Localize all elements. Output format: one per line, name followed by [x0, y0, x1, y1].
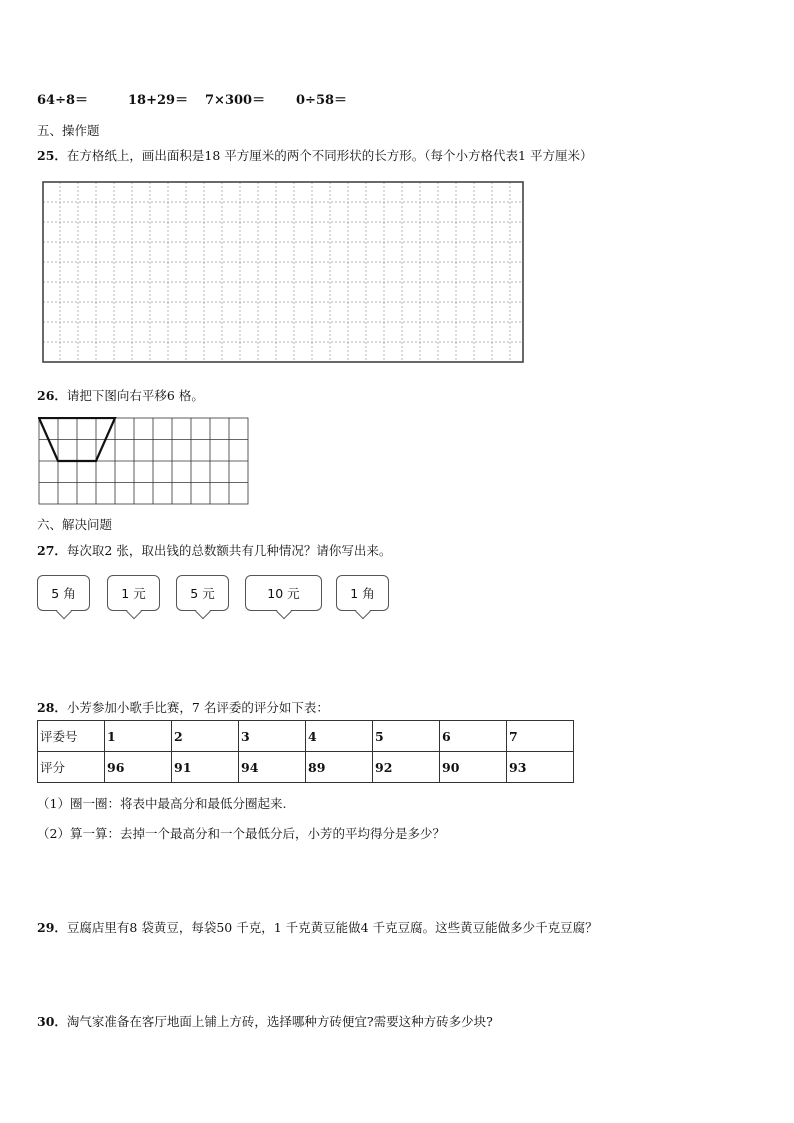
table-cell: 6	[440, 721, 507, 752]
question-29	[37, 918, 598, 936]
table-row	[38, 752, 574, 783]
table-cell: 5	[373, 721, 440, 752]
question-25-number: 25．	[37, 148, 67, 163]
question-30	[37, 1012, 493, 1030]
equation-2: 18+29＝	[128, 93, 189, 108]
question-28-sub-1: （1）圈一圈：将表中最高分和最低分圈起来.	[37, 796, 287, 811]
money-card-label: 5 角	[51, 586, 76, 601]
equation-1: 64÷8＝	[37, 93, 89, 108]
money-card-label: 1 元	[121, 586, 146, 601]
table-cell: 3	[239, 721, 306, 752]
table-row	[38, 721, 574, 752]
question-29-text: 豆腐店里有8 袋黄豆，每袋50 千克，1 千克黄豆能做4 千克豆腐。这些黄豆能做多少千克豆腐？	[66, 920, 598, 935]
question-25-text: 在方格纸上，画出面积是18 平方厘米的两个不同形状的长方形。（每个小方格代表1 平方厘米）	[66, 148, 593, 163]
question-26	[37, 386, 204, 404]
score-cell[interactable]: 91	[172, 752, 239, 783]
question-30-text: 淘气家准备在客厅地面上铺上方砖，选择哪种方砖便宜?需要这种方砖多少块?	[66, 1014, 493, 1029]
money-card-10-yuan	[245, 575, 322, 611]
money-card-label: 1 角	[350, 586, 375, 601]
question-26-number: 26．	[37, 388, 67, 403]
money-card-label: 5 元	[190, 586, 215, 601]
question-27	[37, 541, 391, 559]
money-card-label: 10 元	[267, 586, 300, 601]
graph-paper-grid[interactable]	[42, 181, 526, 365]
question-30-number: 30．	[37, 1014, 67, 1029]
question-27-number: 27．	[37, 543, 67, 558]
question-28-sub-2: （2）算一算：去掉一个最高分和一个最低分后，小芳的平均得分是多少？	[37, 826, 445, 841]
translation-grid[interactable]	[38, 417, 250, 507]
table-cell: 2	[172, 721, 239, 752]
table-header-judge: 评委号	[38, 721, 105, 752]
money-card-5-jiao	[37, 575, 90, 611]
score-cell[interactable]: 89	[306, 752, 373, 783]
question-25	[37, 146, 592, 164]
money-card-1-jiao	[336, 575, 389, 611]
score-cell[interactable]: 93	[507, 752, 574, 783]
money-card-1-yuan	[107, 575, 160, 611]
question-27-text: 每次取2 张，取出钱的总数额共有几种情况？请你写出来。	[66, 543, 392, 558]
score-cell[interactable]: 92	[373, 752, 440, 783]
table-header-score: 评分	[38, 752, 105, 783]
section-5-title: 五、操作题	[37, 123, 100, 138]
question-26-text: 请把下图向右平移6 格。	[66, 388, 204, 403]
score-cell[interactable]: 94	[239, 752, 306, 783]
question-29-number: 29．	[37, 920, 67, 935]
money-card-5-yuan	[176, 575, 229, 611]
equation-3: 7×300＝	[205, 93, 266, 108]
score-cell[interactable]: 90	[440, 752, 507, 783]
table-cell: 4	[306, 721, 373, 752]
table-cell: 1	[105, 721, 172, 752]
question-28-text: 小芳参加小歌手比赛，7 名评委的评分如下表：	[66, 700, 329, 715]
equation-4: 0÷58＝	[296, 93, 348, 108]
score-cell[interactable]: 96	[105, 752, 172, 783]
score-table	[37, 720, 574, 783]
question-28-number: 28．	[37, 700, 67, 715]
table-cell: 7	[507, 721, 574, 752]
question-28	[37, 698, 329, 716]
section-6-title: 六、解决问题	[37, 517, 113, 532]
